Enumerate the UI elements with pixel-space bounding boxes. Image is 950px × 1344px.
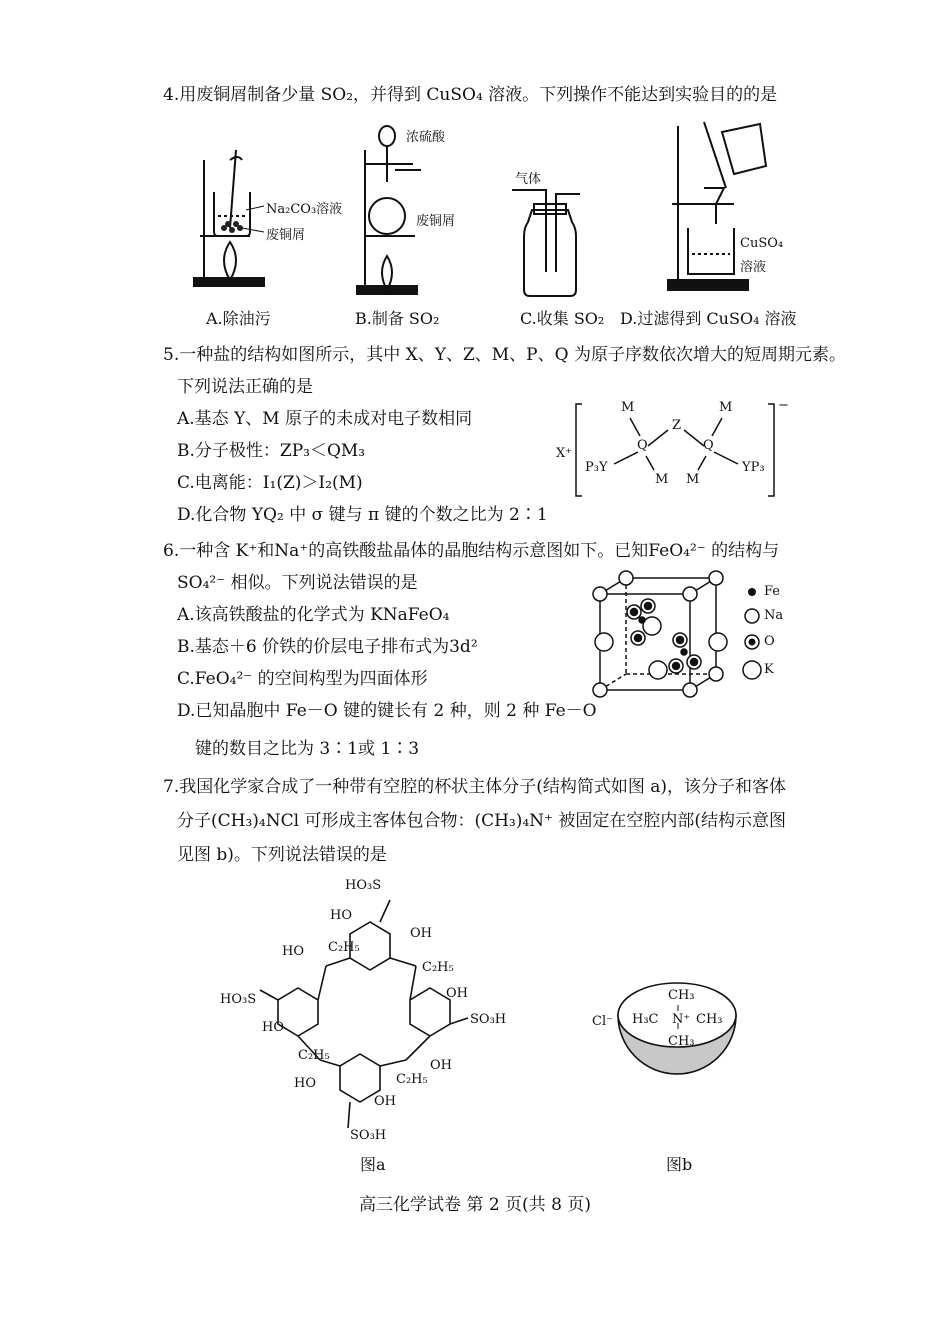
label-cuso4-top: CuSO₄	[740, 236, 784, 251]
fig-a-so3h-top: HO₃S	[345, 878, 382, 893]
label-cuso4-bottom: 溶液	[740, 260, 767, 275]
fig-a-c2h5-3: C₂H₅	[298, 1048, 330, 1063]
label-copper-b: 废铜屑	[416, 214, 456, 229]
fig-b-n: N⁺	[672, 1012, 691, 1027]
crystal-legend-markers	[742, 582, 762, 682]
fig-b-caption: 图b	[666, 1155, 693, 1174]
fig-a-ho-2: HO	[282, 944, 304, 959]
q5-m-1: M	[621, 400, 635, 415]
caption-b: B.制备 SO₂	[355, 309, 440, 328]
q5-charge: −	[778, 398, 789, 413]
q5-q-1: Q	[637, 438, 648, 453]
caption-a: A.除油污	[206, 309, 271, 328]
caption-c: C.收集 SO₂	[520, 309, 605, 328]
fig-a-oh-1: OH	[410, 926, 432, 941]
q7-stem2: 分子(CH₃)₄NCl 可形成主客体包合物：(CH₃)₄N⁺ 被固定在空腔内部(结构示意图	[177, 811, 787, 831]
fig-a-c2h5-2: C₂H₅	[422, 960, 454, 975]
label-na2co3: Na₂CO₃溶液	[266, 202, 343, 217]
fig-b-cl: Cl⁻	[592, 1014, 613, 1029]
apparatus-a-figure	[190, 140, 350, 300]
legend-na: Na	[764, 608, 784, 623]
q6-option-d: D.已知晶胞中 Fe－O 键的键长有 2 种，则 2 种 Fe－O	[177, 701, 597, 721]
fig-a-so3h-right: SO₃H	[470, 1012, 507, 1027]
fig-a-oh-3: OH	[430, 1058, 452, 1073]
fig-b-ch3-top: CH₃	[668, 988, 695, 1003]
legend-fe: Fe	[764, 584, 781, 599]
q7-stem: 7.我国化学家合成了一种带有空腔的杯状主体分子(结构简式如图 a)，该分子和客体	[163, 777, 787, 797]
q6-option-d-cont: 键的数目之比为 3∶1或 1∶3	[195, 739, 420, 759]
page-footer: 高三化学试卷 第 2 页(共 8 页)	[359, 1195, 591, 1215]
q5-p3y: P₃Y	[585, 460, 608, 475]
q5-option-c: C.电离能：I₁(Z)＞I₂(M)	[177, 473, 363, 493]
label-copper-a: 废铜屑	[266, 228, 306, 243]
q6-option-a: A.该高铁酸盐的化学式为 KNaFeO₄	[177, 605, 450, 625]
q4-stem: 4.用废铜屑制备少量 SO₂，并得到 CuSO₄ 溶液。下列操作不能达到实验目的的是	[163, 85, 778, 105]
q5-option-a: A.基态 Y、M 原子的未成对电子数相同	[177, 409, 473, 429]
q5-option-d: D.化合物 YQ₂ 中 σ 键与 π 键的个数之比为 2∶1	[177, 505, 548, 525]
q6-stem: 6.一种含 K⁺和Na⁺的高铁酸盐晶体的晶胞结构示意图如下。已知FeO₄²⁻ 的结构与	[163, 541, 780, 561]
legend-o: O	[764, 634, 775, 649]
label-acid: 浓硫酸	[406, 130, 446, 145]
legend-k: K	[764, 662, 774, 677]
q5-yp3: YP₃	[742, 460, 765, 475]
q5-stem2: 下列说法正确的是	[177, 377, 313, 397]
q5-z: Z	[672, 418, 682, 433]
label-gas: 气体	[515, 172, 542, 187]
q6-stem2: SO₄²⁻ 相似。下列说法错误的是	[177, 573, 418, 593]
fig-b-ch3-right: CH₃	[696, 1012, 723, 1027]
fig-a-c2h5-1: C₂H₅	[328, 940, 360, 955]
apparatus-c-figure	[510, 172, 590, 302]
q5-x: X⁺	[556, 446, 573, 461]
fig-a-caption: 图a	[360, 1155, 386, 1174]
apparatus-b-figure	[355, 120, 425, 300]
fig-a-oh-4: OH	[374, 1094, 396, 1109]
q5-stem: 5.一种盐的结构如图所示，其中 X、Y、Z、M、P、Q 为原子序数依次增大的短周期元素。	[163, 345, 846, 365]
q5-structure-figure	[550, 396, 790, 506]
caption-d: D.过滤得到 CuSO₄ 溶液	[620, 309, 797, 328]
fig-a-ho-4: HO	[294, 1076, 316, 1091]
q5-m-2: M	[719, 400, 733, 415]
crystal-cell-figure	[590, 570, 740, 700]
fig-a-c2h5-4: C₂H₅	[396, 1072, 428, 1087]
q6-option-b: B.基态＋6 价铁的价层电子排布式为3d²	[177, 637, 478, 657]
q7-stem3: 见图 b)。下列说法错误的是	[177, 845, 387, 865]
fig-b-ch3-bottom: CH₃	[668, 1034, 695, 1049]
q6-option-c: C.FeO₄²⁻ 的空间构型为四面体形	[177, 669, 428, 689]
fig-a-oh-2: OH	[446, 986, 468, 1001]
fig-a-so3h-bottom: SO₃H	[350, 1128, 387, 1143]
q5-q-2: Q	[703, 438, 714, 453]
fig-a-ho-3: HO	[262, 1020, 284, 1035]
q5-m-4: M	[686, 472, 700, 487]
fig-b-h3c: H₃C	[632, 1012, 659, 1027]
q5-option-b: B.分子极性：ZP₃＜QM₃	[177, 441, 366, 461]
fig-a-so3h-left: HO₃S	[220, 992, 257, 1007]
q5-m-3: M	[655, 472, 669, 487]
fig-a-ho-1: HO	[330, 908, 352, 923]
